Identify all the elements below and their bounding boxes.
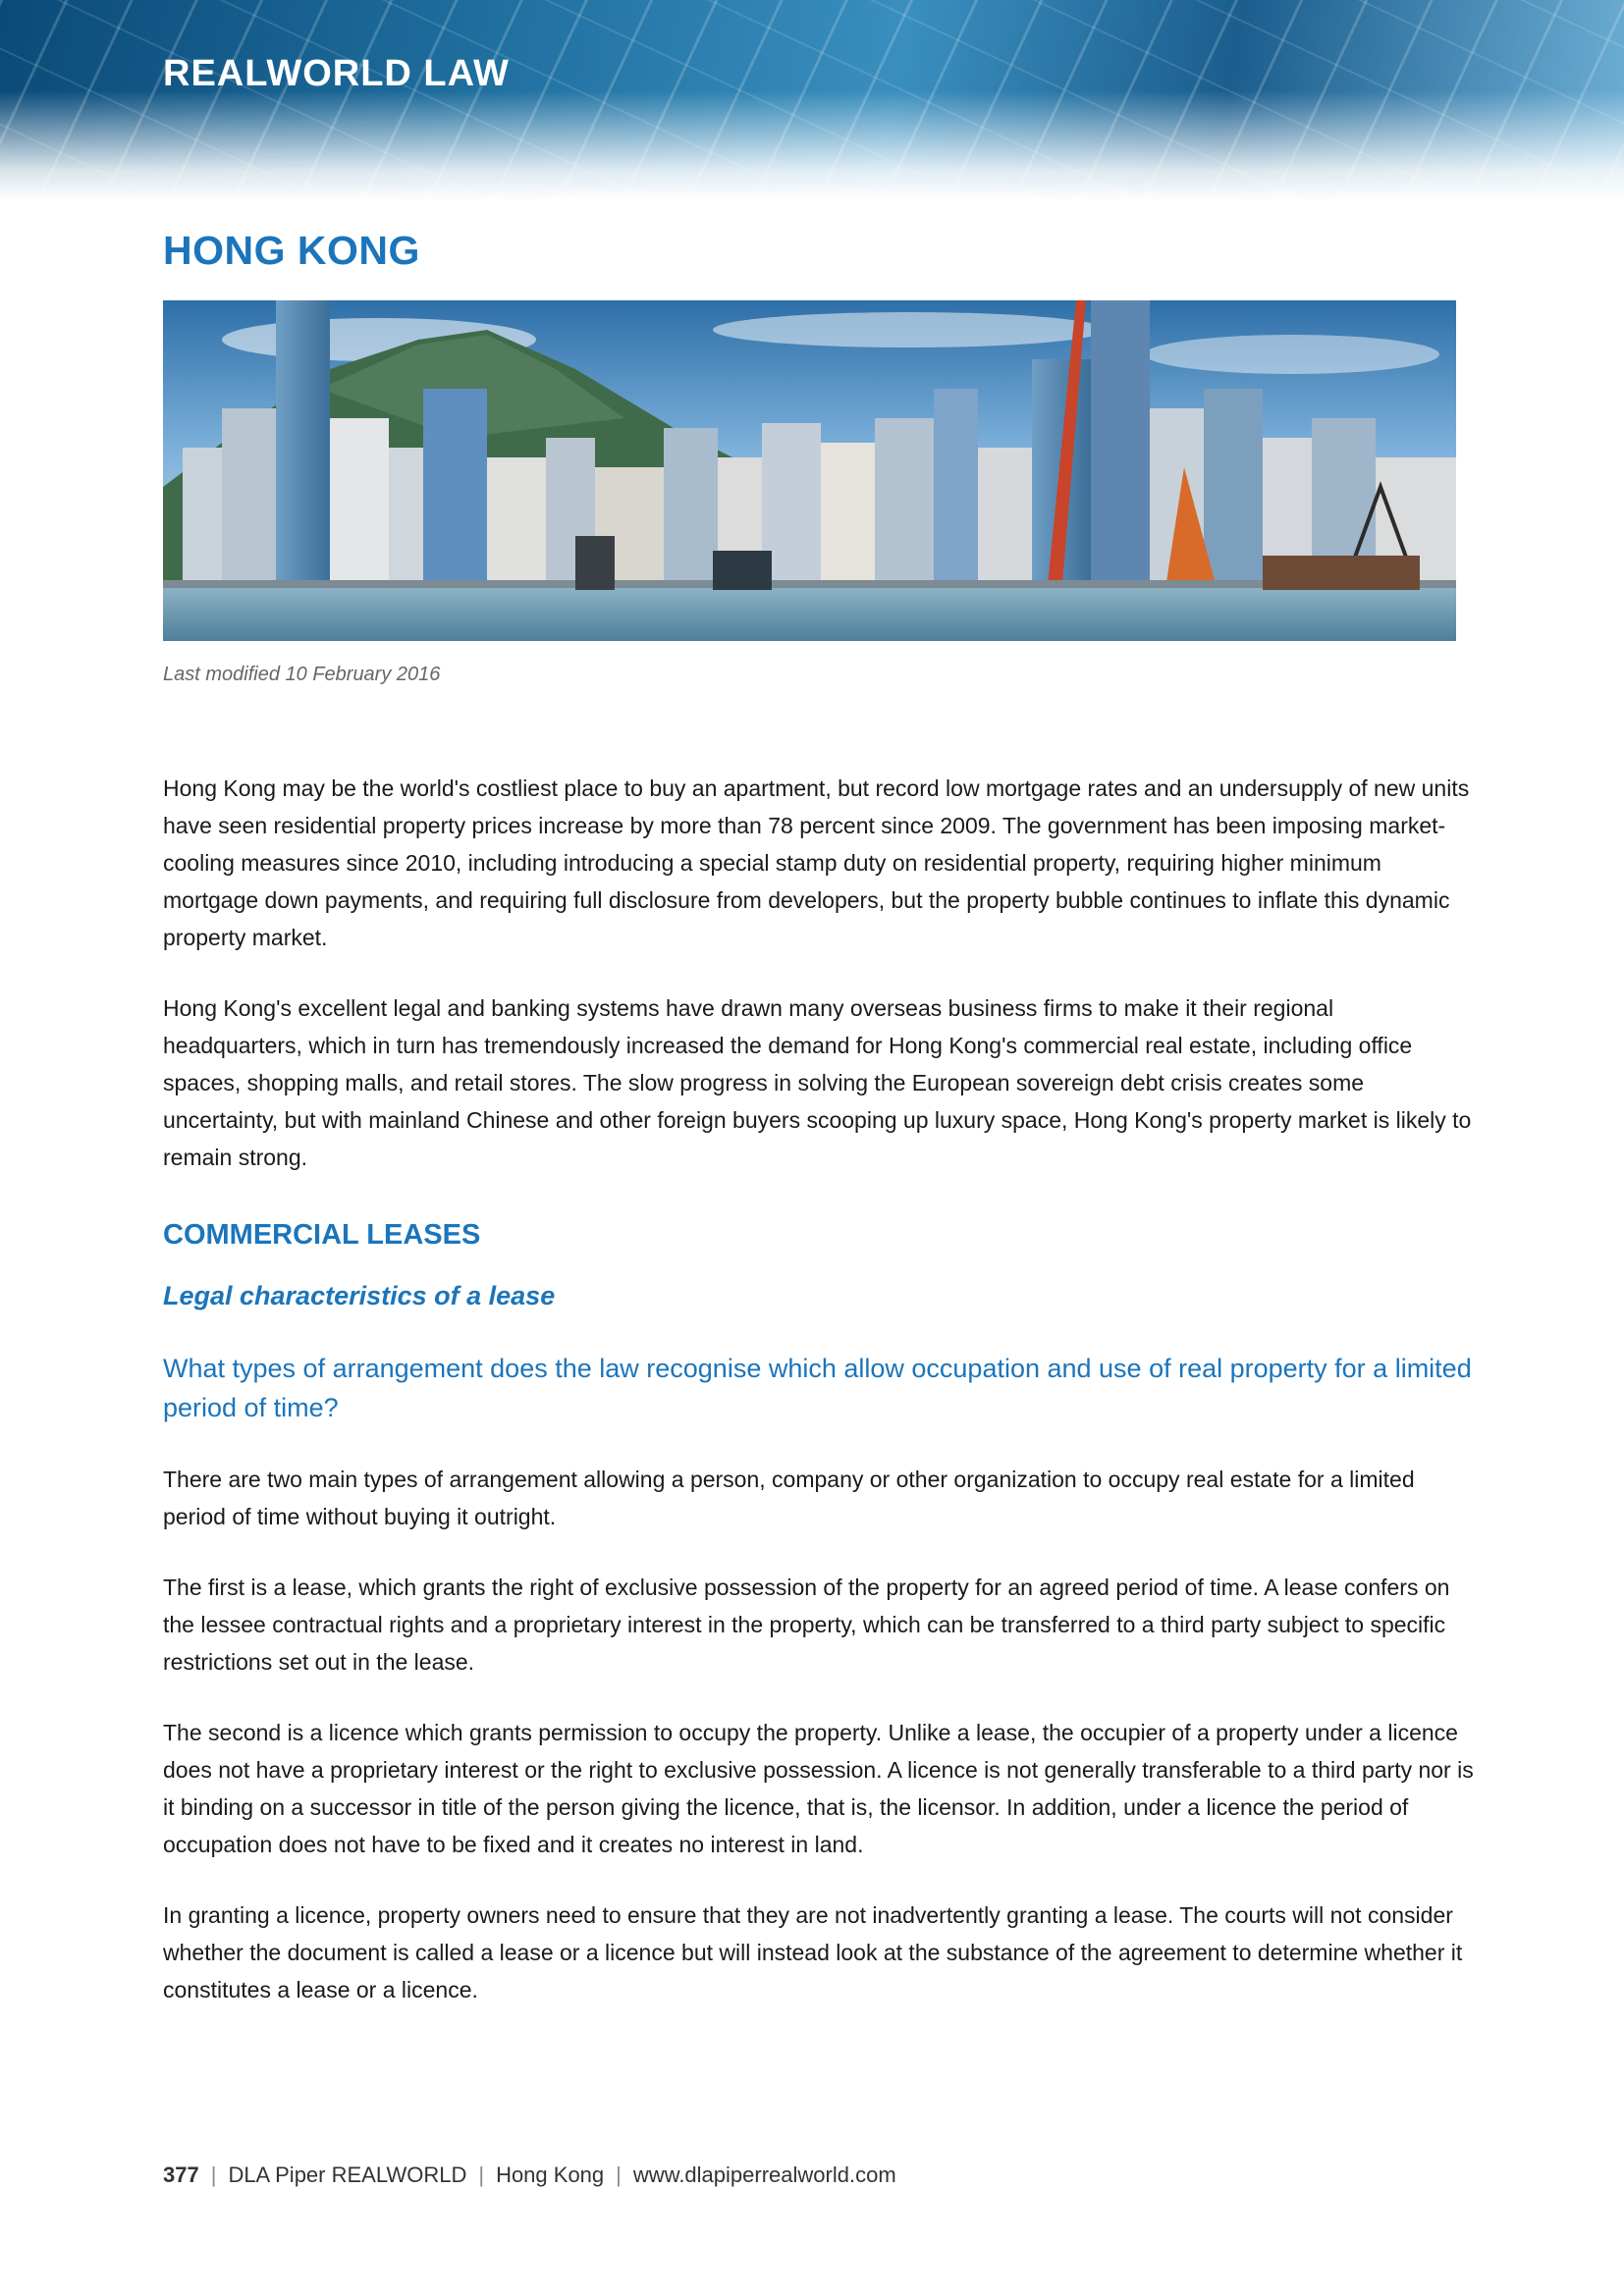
page-title: HONG KONG xyxy=(163,228,420,273)
footer-separator: | xyxy=(210,2163,217,2187)
body-paragraph: In granting a licence, property owners need to ensure that they are not inadvertently granting a lease. The courts will not consider whether the document is called a lease or a licence but will instead look at the substance of the agreement to determine whether it constitutes a lease or a licence. xyxy=(163,1902,1463,2002)
footer-separator: | xyxy=(478,2163,485,2187)
question-heading: What types of arrangement does the law recognise which allow occupation and use of real property for a limited period of time? xyxy=(163,1354,1472,1422)
hero-image xyxy=(163,300,1456,641)
body-paragraph: There are two main types of arrangement allowing a person, company or other organization to occupy real estate for a limited period of time without buying it outright. xyxy=(163,1467,1415,1529)
body-paragraph: The second is a licence which grants permission to occupy the property. Unlike a lease, the occupier of a property under a licence does not have a proprietary interest or the right to exclusive possession. A licence is not generally transferable to a third party nor is it binding on a successor in title of the person giving the licence, that is, the licensor. In addition, under a licence the period of occupation does not have to be fixed and it creates no interest in land. xyxy=(163,1720,1474,1857)
last-modified-date: Last modified 10 February 2016 xyxy=(163,664,441,685)
footer-country: Hong Kong xyxy=(496,2163,605,2187)
footer-separator: | xyxy=(616,2163,622,2187)
intro-paragraph: Hong Kong may be the world's costliest place to buy an apartment, but record low mortgage rates and an undersupply of new units have seen residential property prices increase by more than 78 percent since 2009. The government has been imposing market-cooling measures since 2010, including introducing a special stamp duty on residential property, requiring higher minimum mortgage down payments, and requiring full disclosure from developers, but the property bubble continues to inflate this dynamic property market. xyxy=(163,775,1470,950)
page-footer xyxy=(163,2163,896,2188)
footer-website-link[interactable]: www.dlapiperrealworld.com xyxy=(632,2163,896,2187)
main-content xyxy=(163,770,1479,2042)
header-banner xyxy=(0,0,1624,201)
intro-paragraph: Hong Kong's excellent legal and banking systems have drawn many overseas business firms to make it their regional headquarters, which in turn has tremendously increased the demand for Hong Kong's commercial real estate, including office spaces, shopping malls, and retail stores. The slow progress in solving the European sovereign debt crisis creates some uncertainty, but with mainland Chinese and other foreign buyers scooping up luxury space, Hong Kong's property market is likely to remain strong. xyxy=(163,995,1472,1170)
hong-kong-skyline-icon xyxy=(163,300,1456,641)
body-paragraph: The first is a lease, which grants the right of exclusive possession of the property for an agreed period of time. A lease confers on the lessee contractual rights and a proprietary interest in the property, which can be transferred to a third party subject to specific restrictions set out in the lease. xyxy=(163,1575,1450,1675)
page-number: 377 xyxy=(163,2163,199,2187)
brand-title: REALWORLD LAW xyxy=(163,53,510,94)
footer-publication: DLA Piper REALWORLD xyxy=(228,2163,467,2187)
section-heading: COMMERCIAL LEASES xyxy=(163,1219,481,1251)
section-subheading: Legal characteristics of a lease xyxy=(163,1281,556,1310)
